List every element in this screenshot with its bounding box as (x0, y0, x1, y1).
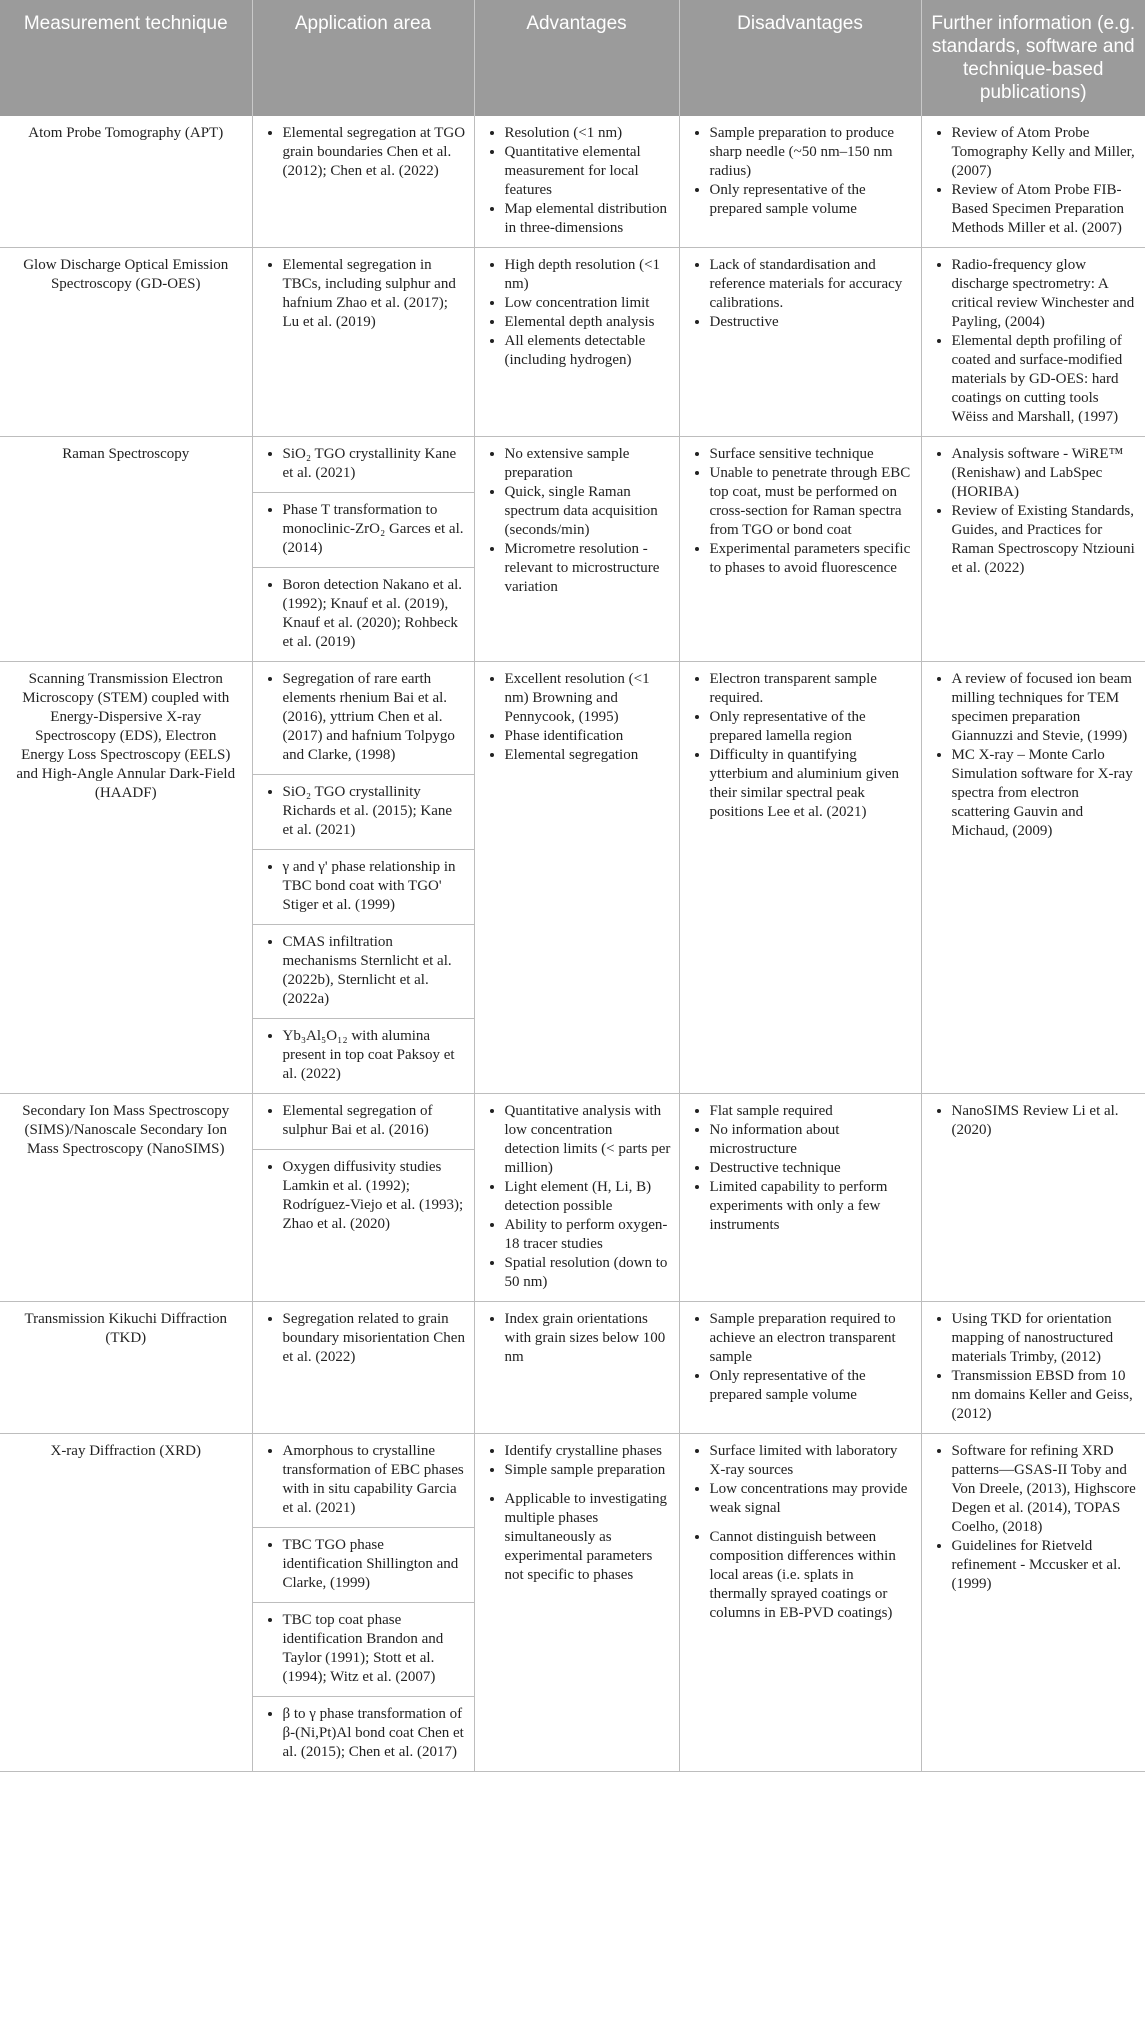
list-item: • Review of Atom Probe FIB-Based Specimen Preparation Methods Miller et al. (2007) (952, 181, 1138, 238)
list-item: • Oxygen diffusivity studies Lamkin et al. (1992); Rodríguez-Viejo et al. (1993); Zhao et al. (2020) (283, 1158, 466, 1234)
further-information-cell (921, 116, 1145, 248)
advantages-cell (474, 1094, 679, 1302)
further-information-list (930, 1310, 1138, 1424)
disadvantages-cell (679, 437, 921, 662)
application-segment (253, 1434, 474, 1528)
table-row (0, 437, 1145, 662)
advantages-cell (474, 116, 679, 248)
application-list (261, 1536, 466, 1593)
disadvantages-cell (679, 1302, 921, 1434)
application-list (261, 445, 466, 483)
advantages-list (483, 670, 671, 765)
list-item: • Only representative of the prepared sample volume (710, 1367, 913, 1405)
list-item: • Phase T transformation to monoclinic-ZrO₂ Garces et al. (2014) (283, 501, 466, 558)
application-segment (253, 850, 474, 925)
list-item: • Phase identification (505, 727, 671, 746)
application-area-cell (252, 437, 474, 662)
application-segment (253, 1094, 474, 1150)
list-item: • Cannot distinguish between composition differences within local areas (i.e. splats in thermally sprayed coatings or columns in EB-PVD coatings) (710, 1528, 913, 1623)
list-item: • Sample preparation to produce sharp needle (~50 nm–150 nm radius) (710, 124, 913, 181)
further-information-list (930, 1102, 1138, 1140)
list-item: • TBC top coat phase identification Brandon and Taylor (1991); Stott et al. (1994); Witz et al. (2007) (283, 1611, 466, 1687)
list-item: • Limited capability to perform experiments with only a few instruments (710, 1178, 913, 1235)
further-information-list (930, 256, 1138, 427)
list-item: • Lack of standardisation and reference materials for accuracy calibrations. (710, 256, 913, 313)
advantages-cell (474, 248, 679, 437)
list-item: • Identify crystalline phases (505, 1442, 671, 1461)
application-area-cell (252, 1434, 474, 1772)
list-item: • NanoSIMS Review Li et al. (2020) (952, 1102, 1138, 1140)
technique-cell: Scanning Transmission Electron Microscopy (STEM) coupled with Energy-Dispersive X-ray Spectroscopy (EDS), Electron Energy Loss Spectroscopy (EELS) and High-Angle Annular Dark-Field (HAADF) (0, 662, 252, 1094)
header-application-area: Application area (252, 0, 474, 116)
list-item: • Light element (H, Li, B) detection possible (505, 1178, 671, 1216)
further-information-cell (921, 662, 1145, 1094)
advantages-list (483, 1442, 671, 1585)
application-list (261, 933, 466, 1009)
table-row (0, 1302, 1145, 1434)
disadvantages-cell (679, 662, 921, 1094)
list-item: • Only representative of the prepared sample volume (710, 181, 913, 219)
list-item: • Surface limited with laboratory X-ray sources (710, 1442, 913, 1480)
list-item: • Elemental depth analysis (505, 313, 671, 332)
list-item: • Analysis software - WiRE™ (Renishaw) and LabSpec (HORIBA) (952, 445, 1138, 502)
list-item: • Elemental segregation at TGO grain boundaries Chen et al. (2012); Chen et al. (2022) (283, 124, 466, 181)
list-item: • Simple sample preparation (505, 1461, 671, 1480)
list-item: • Quantitative analysis with low concentration detection limits (< parts per million) (505, 1102, 671, 1178)
list-item: • TBC TGO phase identification Shillington and Clarke, (1999) (283, 1536, 466, 1593)
further-information-list (930, 445, 1138, 578)
list-item: • Elemental segregation of sulphur Bai et al. (2016) (283, 1102, 466, 1140)
list-item: • Unable to penetrate through EBC top coat, must be performed on cross-section for Raman spectra from TGO or bond coat (710, 464, 913, 540)
list-item: • Only representative of the prepared lamella region (710, 708, 913, 746)
application-segment (253, 248, 474, 341)
application-area-cell (252, 116, 474, 248)
table-header-row (0, 0, 1145, 116)
advantages-list (483, 124, 671, 238)
disadvantages-list (688, 1442, 913, 1623)
application-segment (253, 1603, 474, 1697)
application-list (261, 858, 466, 915)
further-information-cell (921, 437, 1145, 662)
list-item: • Destructive (710, 313, 913, 332)
list-item: • Surface sensitive technique (710, 445, 913, 464)
list-item: • No extensive sample preparation (505, 445, 671, 483)
technique-cell: Glow Discharge Optical Emission Spectroscopy (GD-OES) (0, 248, 252, 437)
application-segment (253, 775, 474, 850)
list-item: • Software for refining XRD patterns—GSAS-II Toby and Von Dreele, (2013), Highscore Degen et al. (2014), TOPAS Coelho, (2018) (952, 1442, 1138, 1537)
list-item: • Difficulty in quantifying ytterbium and aluminium given their similar spectral peak positions Lee et al. (2021) (710, 746, 913, 822)
application-segment (253, 1150, 474, 1243)
further-information-cell (921, 1302, 1145, 1434)
table-row (0, 116, 1145, 248)
technique-cell: Secondary Ion Mass Spectroscopy (SIMS)/Nanoscale Secondary Ion Mass Spectroscopy (NanoSIMS) (0, 1094, 252, 1302)
list-item: • Segregation related to grain boundary misorientation Chen et al. (2022) (283, 1310, 466, 1367)
disadvantages-list (688, 670, 913, 822)
list-item: • γ and γ' phase relationship in TBC bond coat with TGO' Stiger et al. (1999) (283, 858, 466, 915)
list-item: • Applicable to investigating multiple phases simultaneously as experimental parameters not specific to phases (505, 1490, 671, 1585)
list-item: • Elemental segregation in TBCs, including sulphur and hafnium Zhao et al. (2017); Lu et al. (2019) (283, 256, 466, 332)
application-segment (253, 1302, 474, 1376)
advantages-list (483, 256, 671, 370)
advantages-list (483, 445, 671, 597)
list-item: • High depth resolution (<1 nm) (505, 256, 671, 294)
application-segment (253, 662, 474, 775)
header-disadvantages: Disadvantages (679, 0, 921, 116)
advantages-cell (474, 437, 679, 662)
list-item: • Guidelines for Rietveld refinement - Mccusker et al. (1999) (952, 1537, 1138, 1594)
advantages-list (483, 1102, 671, 1292)
application-segment (253, 925, 474, 1019)
list-item: • No information about microstructure (710, 1121, 913, 1159)
list-item: • Excellent resolution (<1 nm) Browning and Pennycook, (1995) (505, 670, 671, 727)
list-item: • Amorphous to crystalline transformation of EBC phases with in situ capability Garcia et al. (2021) (283, 1442, 466, 1518)
further-information-cell (921, 1434, 1145, 1772)
technique-cell: Transmission Kikuchi Diffraction (TKD) (0, 1302, 252, 1434)
header-advantages: Advantages (474, 0, 679, 116)
disadvantages-list (688, 445, 913, 578)
application-area-cell (252, 662, 474, 1094)
application-list (261, 670, 466, 765)
advantages-cell (474, 662, 679, 1094)
list-item: • Transmission EBSD from 10 nm domains Keller and Geiss, (2012) (952, 1367, 1138, 1424)
list-item: • Map elemental distribution in three-dimensions (505, 200, 671, 238)
application-segment (253, 568, 474, 661)
application-list (261, 256, 466, 332)
application-list (261, 1158, 466, 1234)
further-information-list (930, 124, 1138, 238)
list-item: • All elements detectable (including hydrogen) (505, 332, 671, 370)
disadvantages-cell (679, 1094, 921, 1302)
table-row (0, 248, 1145, 437)
list-item: • Boron detection Nakano et al. (1992); Knauf et al. (2019), Knauf et al. (2020); Rohbeck et al. (2019) (283, 576, 466, 652)
list-item: • Using TKD for orientation mapping of nanostructured materials Trimby, (2012) (952, 1310, 1138, 1367)
table-row (0, 662, 1145, 1094)
application-list (261, 124, 466, 181)
application-list (261, 1705, 466, 1762)
list-item: • Radio-frequency glow discharge spectrometry: A critical review Winchester and Payling, (2004) (952, 256, 1138, 332)
application-segment (253, 116, 474, 190)
list-item: • Destructive technique (710, 1159, 913, 1178)
header-measurement-technique: Measurement technique (0, 0, 252, 116)
application-list (261, 783, 466, 840)
application-area-cell (252, 248, 474, 437)
further-information-cell (921, 1094, 1145, 1302)
application-segment (253, 437, 474, 493)
list-item: • β to γ phase transformation of β-(Ni,Pt)Al bond coat Chen et al. (2015); Chen et al. (2017) (283, 1705, 466, 1762)
table-row (0, 1094, 1145, 1302)
application-segment (253, 1528, 474, 1603)
disadvantages-list (688, 124, 913, 219)
disadvantages-list (688, 1310, 913, 1405)
advantages-cell (474, 1434, 679, 1772)
application-list (261, 1611, 466, 1687)
list-item: • Low concentrations may provide weak signal (710, 1480, 913, 1518)
list-item: • Elemental segregation (505, 746, 671, 765)
list-item: • Flat sample required (710, 1102, 913, 1121)
list-item: • Elemental depth profiling of coated and surface-modified materials by GD-OES: hard coatings on cutting tools Wëiss and Marshall, (1997) (952, 332, 1138, 427)
technique-cell: Raman Spectroscopy (0, 437, 252, 662)
list-item: • Review of Atom Probe Tomography Kelly and Miller, (2007) (952, 124, 1138, 181)
technique-cell: X-ray Diffraction (XRD) (0, 1434, 252, 1772)
list-item: • Low concentration limit (505, 294, 671, 313)
further-information-cell (921, 248, 1145, 437)
application-segment (253, 1019, 474, 1093)
disadvantages-cell (679, 1434, 921, 1772)
list-item: • SiO₂ TGO crystallinity Kane et al. (2021) (283, 445, 466, 483)
list-item: • Quick, single Raman spectrum data acquisition (seconds/min) (505, 483, 671, 540)
list-item: • Sample preparation required to achieve an electron transparent sample (710, 1310, 913, 1367)
list-item: • SiO₂ TGO crystallinity Richards et al. (2015); Kane et al. (2021) (283, 783, 466, 840)
list-item: • Segregation of rare earth elements rhenium Bai et al. (2016), yttrium Chen et al. (2017) and hafnium Tolpygo and Clarke, (1998) (283, 670, 466, 765)
list-item: • Review of Existing Standards, Guides, and Practices for Raman Spectroscopy Ntziouni et al. (2022) (952, 502, 1138, 578)
advantages-cell (474, 1302, 679, 1434)
list-item: • Experimental parameters specific to phases to avoid fluorescence (710, 540, 913, 578)
application-segment (253, 1697, 474, 1771)
list-item: • Ability to perform oxygen-18 tracer studies (505, 1216, 671, 1254)
list-item: • Spatial resolution (down to 50 nm) (505, 1254, 671, 1292)
list-item: • CMAS infiltration mechanisms Sternlicht et al. (2022b), Sternlicht et al. (2022a) (283, 933, 466, 1009)
table-row (0, 1434, 1145, 1772)
application-list (261, 1442, 466, 1518)
application-list (261, 576, 466, 652)
list-item: • A review of focused ion beam milling techniques for TEM specimen preparation Giannuzzi and Stevie, (1999) (952, 670, 1138, 746)
list-item: • MC X-ray – Monte Carlo Simulation software for X-ray spectra from electron scattering Gauvin and Michaud, (2009) (952, 746, 1138, 841)
further-information-list (930, 670, 1138, 841)
list-item: • Electron transparent sample required. (710, 670, 913, 708)
disadvantages-list (688, 256, 913, 332)
application-area-cell (252, 1302, 474, 1434)
list-item: • Resolution (<1 nm) (505, 124, 671, 143)
disadvantages-cell (679, 248, 921, 437)
technique-cell: Atom Probe Tomography (APT) (0, 116, 252, 248)
list-item: • Yb₃Al₅O₁₂ with alumina present in top coat Paksoy et al. (2022) (283, 1027, 466, 1084)
further-information-list (930, 1442, 1138, 1594)
list-item: • Micrometre resolution - relevant to microstructure variation (505, 540, 671, 597)
disadvantages-cell (679, 116, 921, 248)
application-list (261, 1310, 466, 1367)
application-list (261, 1027, 466, 1084)
list-item: • Index grain orientations with grain sizes below 100 nm (505, 1310, 671, 1367)
table-body (0, 116, 1145, 1772)
header-further-information: Further information (e.g. standards, software and technique-based publications) (921, 0, 1145, 116)
application-area-cell (252, 1094, 474, 1302)
disadvantages-list (688, 1102, 913, 1235)
advantages-list (483, 1310, 671, 1367)
list-item: • Quantitative elemental measurement for local features (505, 143, 671, 200)
application-segment (253, 493, 474, 568)
application-list (261, 501, 466, 558)
application-list (261, 1102, 466, 1140)
